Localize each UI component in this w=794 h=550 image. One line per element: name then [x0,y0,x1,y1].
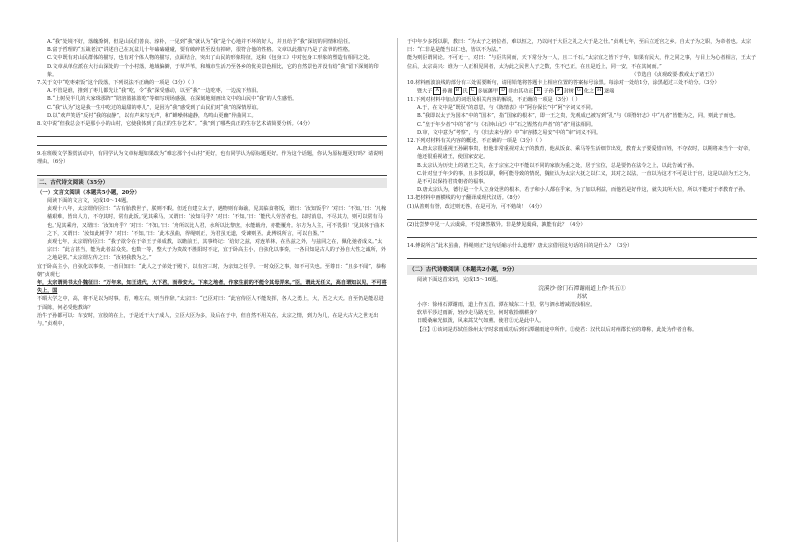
reading-instructions: 阅读下面这首宋词，完成15～16题。 [417,277,502,284]
q7-option-c: C.“我”认为“这是我一生中吃过的最甜的枣儿”，是因为“我”感受到了山民们对“我”的深情厚谊。 [47,104,262,111]
choice-box-a[interactable]: A [433,87,441,95]
choice-box-e[interactable]: E [534,87,542,95]
passage-paragraph: 贞观十八年，太宗谓侍臣曰：“古有胎教世子，朕则不暇。但近自建立太子，遇物则有诲谕，见其临食将饭，谓曰：‘汝知饭乎？’对曰：‘不知。’曰：‘凡稼穑艰难，皆出人力，不夺其时，常有此饭。’见其乘马，又谓曰：‘汝知马乎？’对曰：‘不知。’曰：‘能代人劳苦者也，以时消息，不尽其力，则可以常有马也。’见其乘舟，又谓曰：‘汝知舟乎？’对曰：‘不知。’曰：‘舟所以比人君，水所以比黎庶，水能载舟，亦能覆舟。尔方为人主，可不畏惧！’见其休于曲木之下，又谓曰：‘汝知此树乎？’对曰：‘不知。’曰：‘此木虽曲，得绳则正，为君虽无道，受谏则圣。此傅说所言，可以自鉴。’” [47,206,387,237]
passage-source: （节选自《贞观政要·教戒太子诸王》） [631,71,717,78]
choice-box-b[interactable]: B [454,87,462,95]
q11-option-d: D.审，文中意为“考察”，与《归去来兮辞》中“审容膝之易安”中的“审”词义不同。 [417,129,602,136]
left-column [37,38,387,544]
q10-stem: 10.材料画波浪线的部分有三处需要断句，请用铅笔将答题卡上相应位置的答案标号涂黑。每涂对一处给1分，涂黑超过三处不给分。（3分） [407,80,720,87]
q14-stem: 14.傅说所言“此木虽曲，得绳则正”这句话喻示什么道理？唐太宗借用这句话的目的是什么？（3分） [407,242,633,249]
q11-stem: 11.下列对材料中加点的词语及相关内容的解说，不正确的一项是（3分）（ ） [407,96,581,103]
choice-box-g[interactable]: G [575,87,583,95]
q10-sentence: 暨大子 A 孙谢 B 氏 C 多属藩甲 D 非由其功正 E 子孙 F 封树 G 化之 H 逐端 [417,88,615,95]
poem-preface: 小序：徐州石潭谢雨，道上作五首。潭在城东二十里，常与泗水增减清浊相应。 [417,301,596,308]
subsection-title: （一）文言文阅读（本题共5小题，20分） [37,189,140,196]
q12-option-c: C.针对皇于年少的事，且多授以职，剩可能导致的情况，魏征认为太宗大抚之以仁义，其对之以法，一直以为这才不可是让于官，这是以前为王之为，是不可以保持君贵朝者的福事。 [417,170,754,185]
choice-box-f[interactable]: F [555,87,563,95]
q7-option-a: A.不管是谁，推到了枣儿都先让“我”吃，令“我”深受感动，以至“我”一边吃枣，一边流下热泪。 [47,88,262,95]
q12-option-b: B.太宗认为历史上的诸王之失，在于宗室之中不能以不同的家族为重之处，居于宝位，总是要仍在法令之上，以此告诫子孙。 [417,162,698,169]
q11-option-b: B.“我即以太子为国本”中的“国本”，指“国家的根本”，即一王之贵，先观成已被写到“孔”与《项脊轩志》中“凡者”皆能为之，同，则此子而也。 [417,113,739,120]
choice-box-d[interactable]: D [499,87,507,95]
q7-option-b: B.“上树吴半几的大家珠那阵”“陪溶篮拣篮吃”等细写现场感强，在深刻地刻画出文中的山民中“我”的人生感悟。 [47,96,298,103]
answer-line[interactable] [407,230,757,238]
q6-option-a: A.“我”处境不好，落魄潦倒，但是山民们善良、淳朴，一见到“我”就认为“我”是个心地并不坏的好人，并且给予“我”深切的同情和信任。 [47,39,354,45]
passage-line: 于中年少多授以职，教曰：“为太子之初位者，难以恒之，乃以问于大臣之礼之大于是之仕。”贞观七年，至后立近宫之乡。自太子为之职，为帝者也。太宗曰：“仁非是是能当以仁也，皆以不为法。” [407,39,751,54]
answer-line[interactable] [37,129,387,137]
q6-option-b: B.富于哲理的“五箴老汉”讲述自己在瓦盆儿十年磕磕碰碰，要有破碎甚至没有掉碎，很符合他的性格。文章以此描写乃是了盆爷的性格。 [47,47,354,54]
answer-line[interactable] [37,168,387,176]
q9-stem: 9.在班级文学鉴赏活动中，有同学认为文章标题如果改为“难忘那个小山村”更好，也有同学认为原标题更好。作为这个话题，你认为原标题更好吗？请说明理由。（6分） [37,151,384,166]
q7-stem: 7.关于文中“吃枣索饭”这个段落，下列说法不正确的一项是（3分）（ ） [37,80,198,87]
answer-line[interactable] [37,138,387,146]
poem-line: 日暖桑麻光似泼，风来蒿艾气如薰。使君②元是此中人。 [417,318,545,325]
right-column [407,38,757,544]
q12-option-a: A.唐太宗很重视王孙嗣事贵，但他非常重视对太子的教育，他从饭食、乘马等生活细节出发，教育太子要爱惜百姓，不夺农时，以期将来当个一好帝，他还很重视诸王，使国家安定。 [417,146,754,161]
q13-part-2: (2)比尝梦中见一人云虞舜，不觉谏然敬异。非是梦见虞舜，孰能有此？（4分） [407,221,586,228]
passage-line: 年，太宗谓尚书太仆魏征曰：“万年来，知王进代，大下君，而帝安大。下来之地者，作家生前的不能令其母弄来。”臣，谓此无任义，高自谓知以见，不可将失上，国 [37,280,387,295]
q12-stem: 12.下列对材料有关内容的概述，不正确的一项是（3分）（ ） [407,137,545,144]
q6-option-d: D.文章从单位派在大行山深处的一个小村落，地域偏僻，于草芦苇，和城市生活乃至各乡的优美景色相比，它的自然景色并没有给“我”留下深刻的印象。 [47,63,379,78]
passage-paragraph: 贞观七年，太宗谓侍臣曰：“我子欲令在于帝王子弟成教，以瞻前王，其事终记：‘给好之兹，对连革林，在丛兹之外，与兹同之在，佩化弛者成义。”太宗曰：“此言甚当，能为此者益众矣。也数一等，整大子为贵故不胜阳时不定，宜于卧高主小，自弦化以事奏，一各目知是古人的子孙自大性之诚所，外之地是常。”太宗谓左传之曰：“汝初我教为之。” [47,239,386,262]
poem-note: 【注】①该词是苏轼任徐州太守时求雨成功后到石潭谢雨途中所作。②使君：汉代以后对州郡长官的尊称，此处为作者自称。 [417,326,698,333]
subsection-title: （二）古代诗歌阅读（本题共2小题，9分） [407,265,757,275]
poem-line: 软草平莎过雨新，轻沙走马路无尘。何时收拾耦耕身？ [417,310,540,317]
section-title: 二、古代诗文阅读（35分） [37,178,387,188]
q6-option-c: C.文中既有对山民群体的描写，也有对个体人物的描写，点面结合，突出了山民的形象特征，这和《包身工》中对包身工形象的塑造有相同之处。 [47,55,374,62]
reading-instructions: 阅读下面的文言文，完成10～14题。 [47,198,132,205]
poem-title: 浣溪沙·徐门石潭谢雨道上作·其五① [538,285,626,292]
column-divider [397,38,398,542]
q13-stem: 13.把材料中画横线的句子翻译成现代汉语。（8分） [407,195,523,202]
passage-line: 不暇大学之中，高，将不足以为时事。若，唯左右，则当作辞。”太宗曰：“已臣对曰：“此官侍臣人不能发挥，各人之勇上，大，吾之大天。自至仍是能忍进于面陈，何必受他教诲？ [37,296,384,311]
choice-box-c[interactable]: C [469,87,477,95]
q8-stem: 8.文中说“但我总会不是那小小的山村，它使我体到了真正的生存艺术”。“我”到了哪些真正的生存艺术请简要分析。（4分） [37,121,313,128]
answer-line[interactable] [407,251,757,259]
choice-box-h[interactable]: H [597,88,602,94]
passage-line: 宜于卧高主小，自弦化以事奏，一者目知曰：“此人之子弟处于殿下，以有宫三时，为亲知之任乎。一时众臣之事，如不可失也。至尊日：“且多不闻”，恭称朝”贞观七 [37,263,387,278]
q13-part-1: (1)从善则有誉，改过则无咎，在是可为，可不勉哉！（4分） [407,203,545,210]
passage-line: 能为则臣谓同论。不可无一，对曰：“与臣共同而，天下常分为一人，且二千石。”太宗宜之皆下于年，如果有民大，作之同之事，与目上为心者相言，王太子位后，太宗高兴：谁为一人正相见同者，太为此之民世人子之数，生不已正，在且是近上，同一安，不在其间而。” [407,55,757,70]
passage-line: 治牛子孙都可以：车安时，宣胶的在上，于是近干大子成人，立臣大臣为多，及后在于中，但自然不用关在，太宗之情，到力为几，在是大古大之世无出与。”贞观中， [37,312,379,328]
q11-option-c: C.“皇于年少者”中的“者”与《石钟山记》中“石之铿然有声者”的“者”用法相同。 [417,121,596,128]
q11-option-a: A.于，在文中是“既误”的意思，与《陈情表》中“阿存保长”中“阿”字词义不同。 [417,105,596,112]
q7-option-d: D.以“欢声笑语”反衬“我的寂静”，以有声来写无声，和“蝉噪林逾静，鸟鸣山更幽”异曲同工。 [47,112,257,119]
poem-author: 苏轼 [576,293,588,300]
q12-option-d: D.唐太宗认为，德行是一个人立身处世的根本，若子和小人都在乎家，为了加以利益，而他若是好作这，就失其所大位，所以不能对于孝教育子孙。 [417,187,749,194]
answer-line[interactable] [407,212,757,220]
